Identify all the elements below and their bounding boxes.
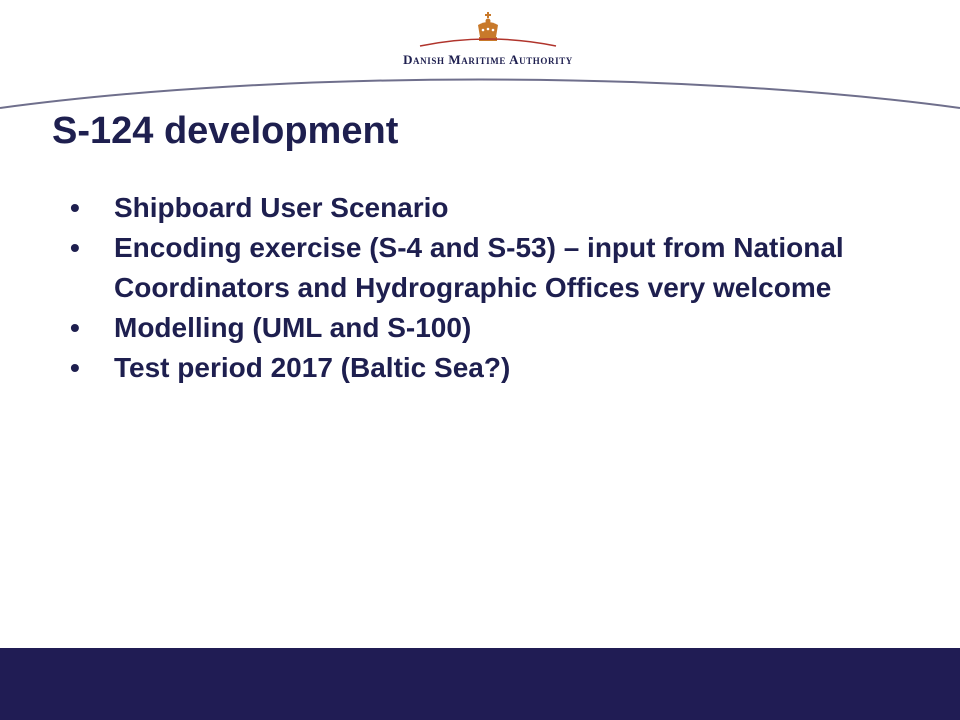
bullet-text: Modelling (UML and S-100) bbox=[114, 312, 472, 343]
bullet-icon: • bbox=[70, 192, 80, 223]
organization-name: Danish Maritime Authority bbox=[403, 52, 573, 67]
slide-title: S-124 development bbox=[52, 110, 399, 152]
bullet-item bbox=[60, 308, 920, 348]
bullet-icon: • bbox=[70, 312, 80, 343]
organization-logo bbox=[388, 12, 588, 68]
bullet-item bbox=[60, 348, 920, 388]
bullet-text: Encoding exercise (S-4 and S-53) – input from National Coordinators and Hydrographic Offices very welcome bbox=[114, 232, 844, 303]
bullet-item bbox=[60, 188, 920, 228]
bullet-list bbox=[60, 188, 920, 388]
bullet-text: Shipboard User Scenario bbox=[114, 192, 449, 223]
footer-band bbox=[0, 648, 960, 720]
bullet-icon: • bbox=[70, 352, 80, 383]
logo-arc bbox=[388, 12, 588, 52]
bullet-text: Test period 2017 (Baltic Sea?) bbox=[114, 352, 511, 383]
bullet-item bbox=[60, 228, 920, 308]
bullet-icon: • bbox=[70, 232, 80, 263]
